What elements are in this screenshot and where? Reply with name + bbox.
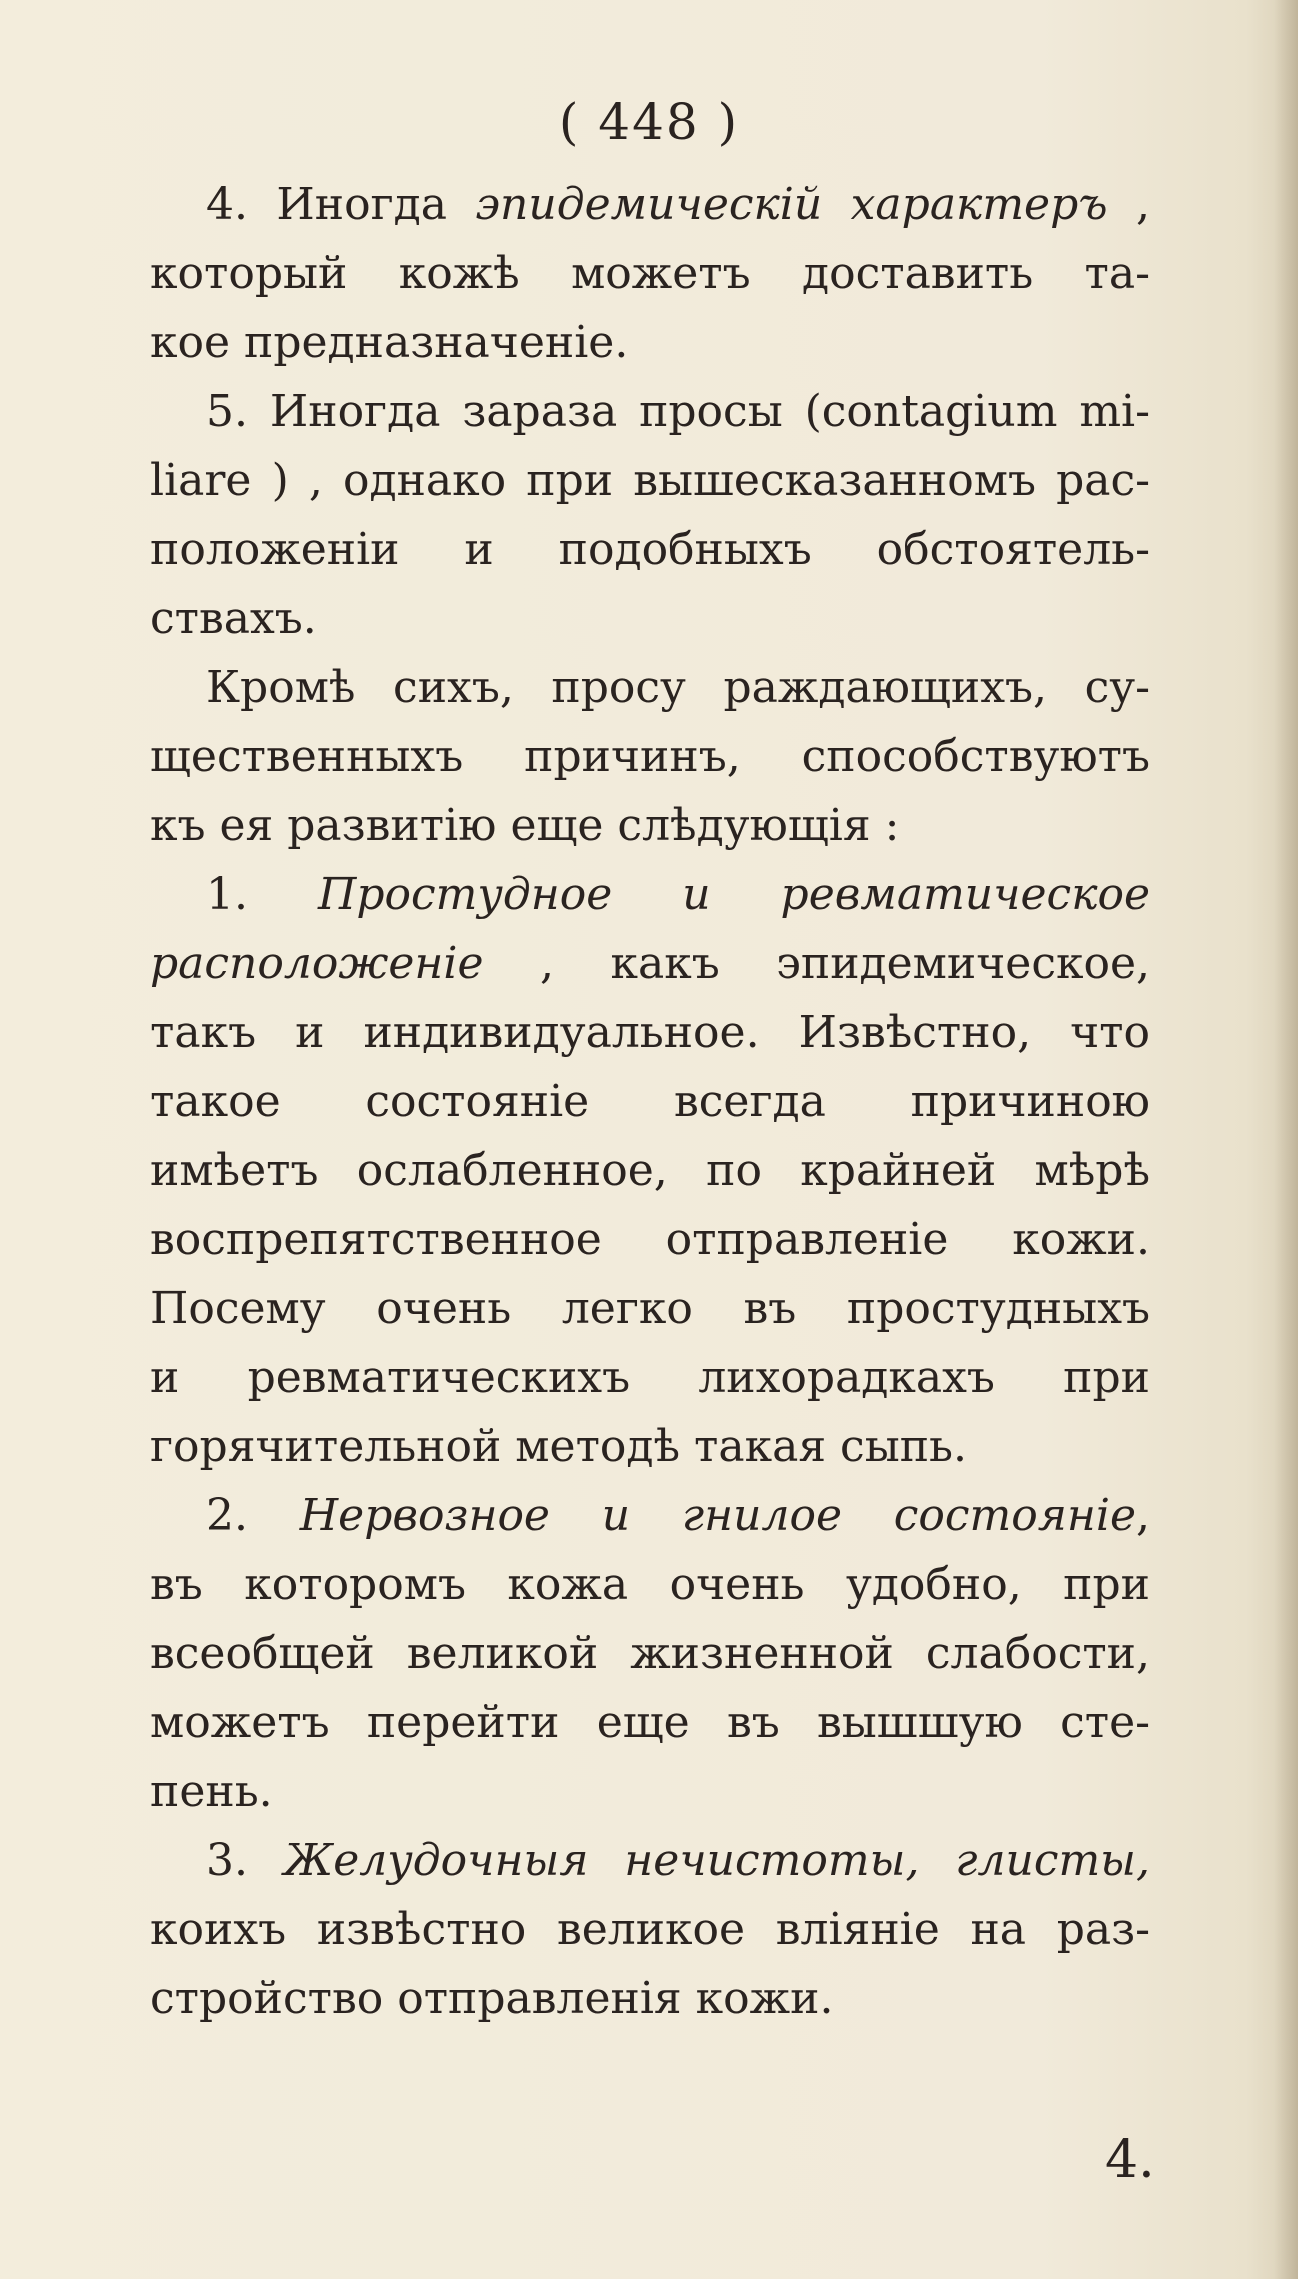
text-segment: кое предназначеніе. xyxy=(150,317,629,368)
text-line xyxy=(150,308,1150,377)
text-segment: 4. Иногда xyxy=(206,179,476,230)
text-segment: ствахъ. xyxy=(150,593,317,644)
text-line xyxy=(150,1964,1150,2033)
text-segment: имѣетъ ослабленное, по крайней мѣрѣ xyxy=(150,1145,1150,1196)
text-segment: 3. xyxy=(206,1835,284,1886)
page-edge-shadow xyxy=(1274,0,1298,2279)
text-line xyxy=(150,170,1150,239)
text-segment-italic: расположеніе xyxy=(150,938,484,989)
text-line xyxy=(150,515,1150,584)
text-line xyxy=(150,239,1150,308)
text-line xyxy=(150,998,1150,1067)
text-line xyxy=(150,1205,1150,1274)
text-segment: къ ея развитію еще слѣдующія : xyxy=(150,800,900,851)
text-line xyxy=(150,1067,1150,1136)
text-line xyxy=(150,1274,1150,1343)
text-line xyxy=(150,1550,1150,1619)
text-segment: стройство отправленія кожи. xyxy=(150,1973,834,2024)
text-segment: можетъ перейти еще въ вышшую сте- xyxy=(150,1697,1150,1748)
text-line xyxy=(150,653,1150,722)
text-segment-italic: Простудное и ревматическое xyxy=(317,869,1150,920)
page-number-header: ( 448 ) xyxy=(558,93,740,151)
text-line xyxy=(150,791,1150,860)
text-segment: горячительной методѣ такая сыпь. xyxy=(150,1421,967,1472)
text-segment: Кромѣ сихъ, просу раждающихъ, су- xyxy=(206,662,1150,713)
catchword: 4. xyxy=(1105,2130,1155,2190)
text-line xyxy=(150,1688,1150,1757)
text-segment: , xyxy=(1107,179,1150,230)
text-line xyxy=(150,1343,1150,1412)
text-column xyxy=(150,170,1150,2033)
text-segment: 5. Иногда зараза просы (contagium mi- xyxy=(206,386,1150,437)
text-line xyxy=(150,1895,1150,1964)
text-line xyxy=(150,1619,1150,1688)
text-segment-italic: Желудочныя нечистоты, глисты, xyxy=(283,1835,1150,1886)
text-line xyxy=(150,446,1150,515)
text-line xyxy=(150,377,1150,446)
text-segment: такое состояніе всегда причиною xyxy=(150,1076,1150,1127)
text-segment: , xyxy=(1136,1490,1150,1541)
text-segment: который кожѣ можетъ доставить та- xyxy=(150,248,1150,299)
text-line xyxy=(150,1826,1150,1895)
text-line xyxy=(150,929,1150,998)
text-line xyxy=(150,1136,1150,1205)
text-segment: воспрепятственное отправленіе кожи. xyxy=(150,1214,1150,1265)
text-segment: пень. xyxy=(150,1766,273,1817)
text-line xyxy=(150,1481,1150,1550)
text-segment: 2. xyxy=(206,1490,300,1541)
text-segment: такъ и индивидуальное. Извѣстно, что xyxy=(150,1007,1150,1058)
text-segment-italic: Нервозное и гнилое состояніе xyxy=(299,1490,1136,1541)
text-segment: и ревматическихъ лихорадкахъ при xyxy=(150,1352,1150,1403)
text-line xyxy=(150,584,1150,653)
text-segment: положеніи и подобныхъ обстоятель- xyxy=(150,524,1150,575)
text-segment-italic: эпидемическій характеръ xyxy=(475,179,1108,230)
text-segment: liare ) , однако при вышесказанномъ рас- xyxy=(150,455,1150,506)
text-segment: 1. xyxy=(206,869,318,920)
text-line xyxy=(150,1757,1150,1826)
text-line xyxy=(150,860,1150,929)
text-segment: коихъ извѣстно великое вліяніе на раз- xyxy=(150,1904,1150,1955)
text-segment: Посему очень легко въ простудныхъ xyxy=(150,1283,1150,1334)
text-segment: всеобщей великой жизненной слабости, xyxy=(150,1628,1150,1679)
text-line xyxy=(150,1412,1150,1481)
text-segment: щественныхъ причинъ, способствуютъ xyxy=(150,731,1150,782)
text-segment: , какъ эпидемическое, xyxy=(483,938,1150,989)
text-line xyxy=(150,722,1150,791)
text-segment: въ которомъ кожа очень удобно, при xyxy=(150,1559,1150,1610)
